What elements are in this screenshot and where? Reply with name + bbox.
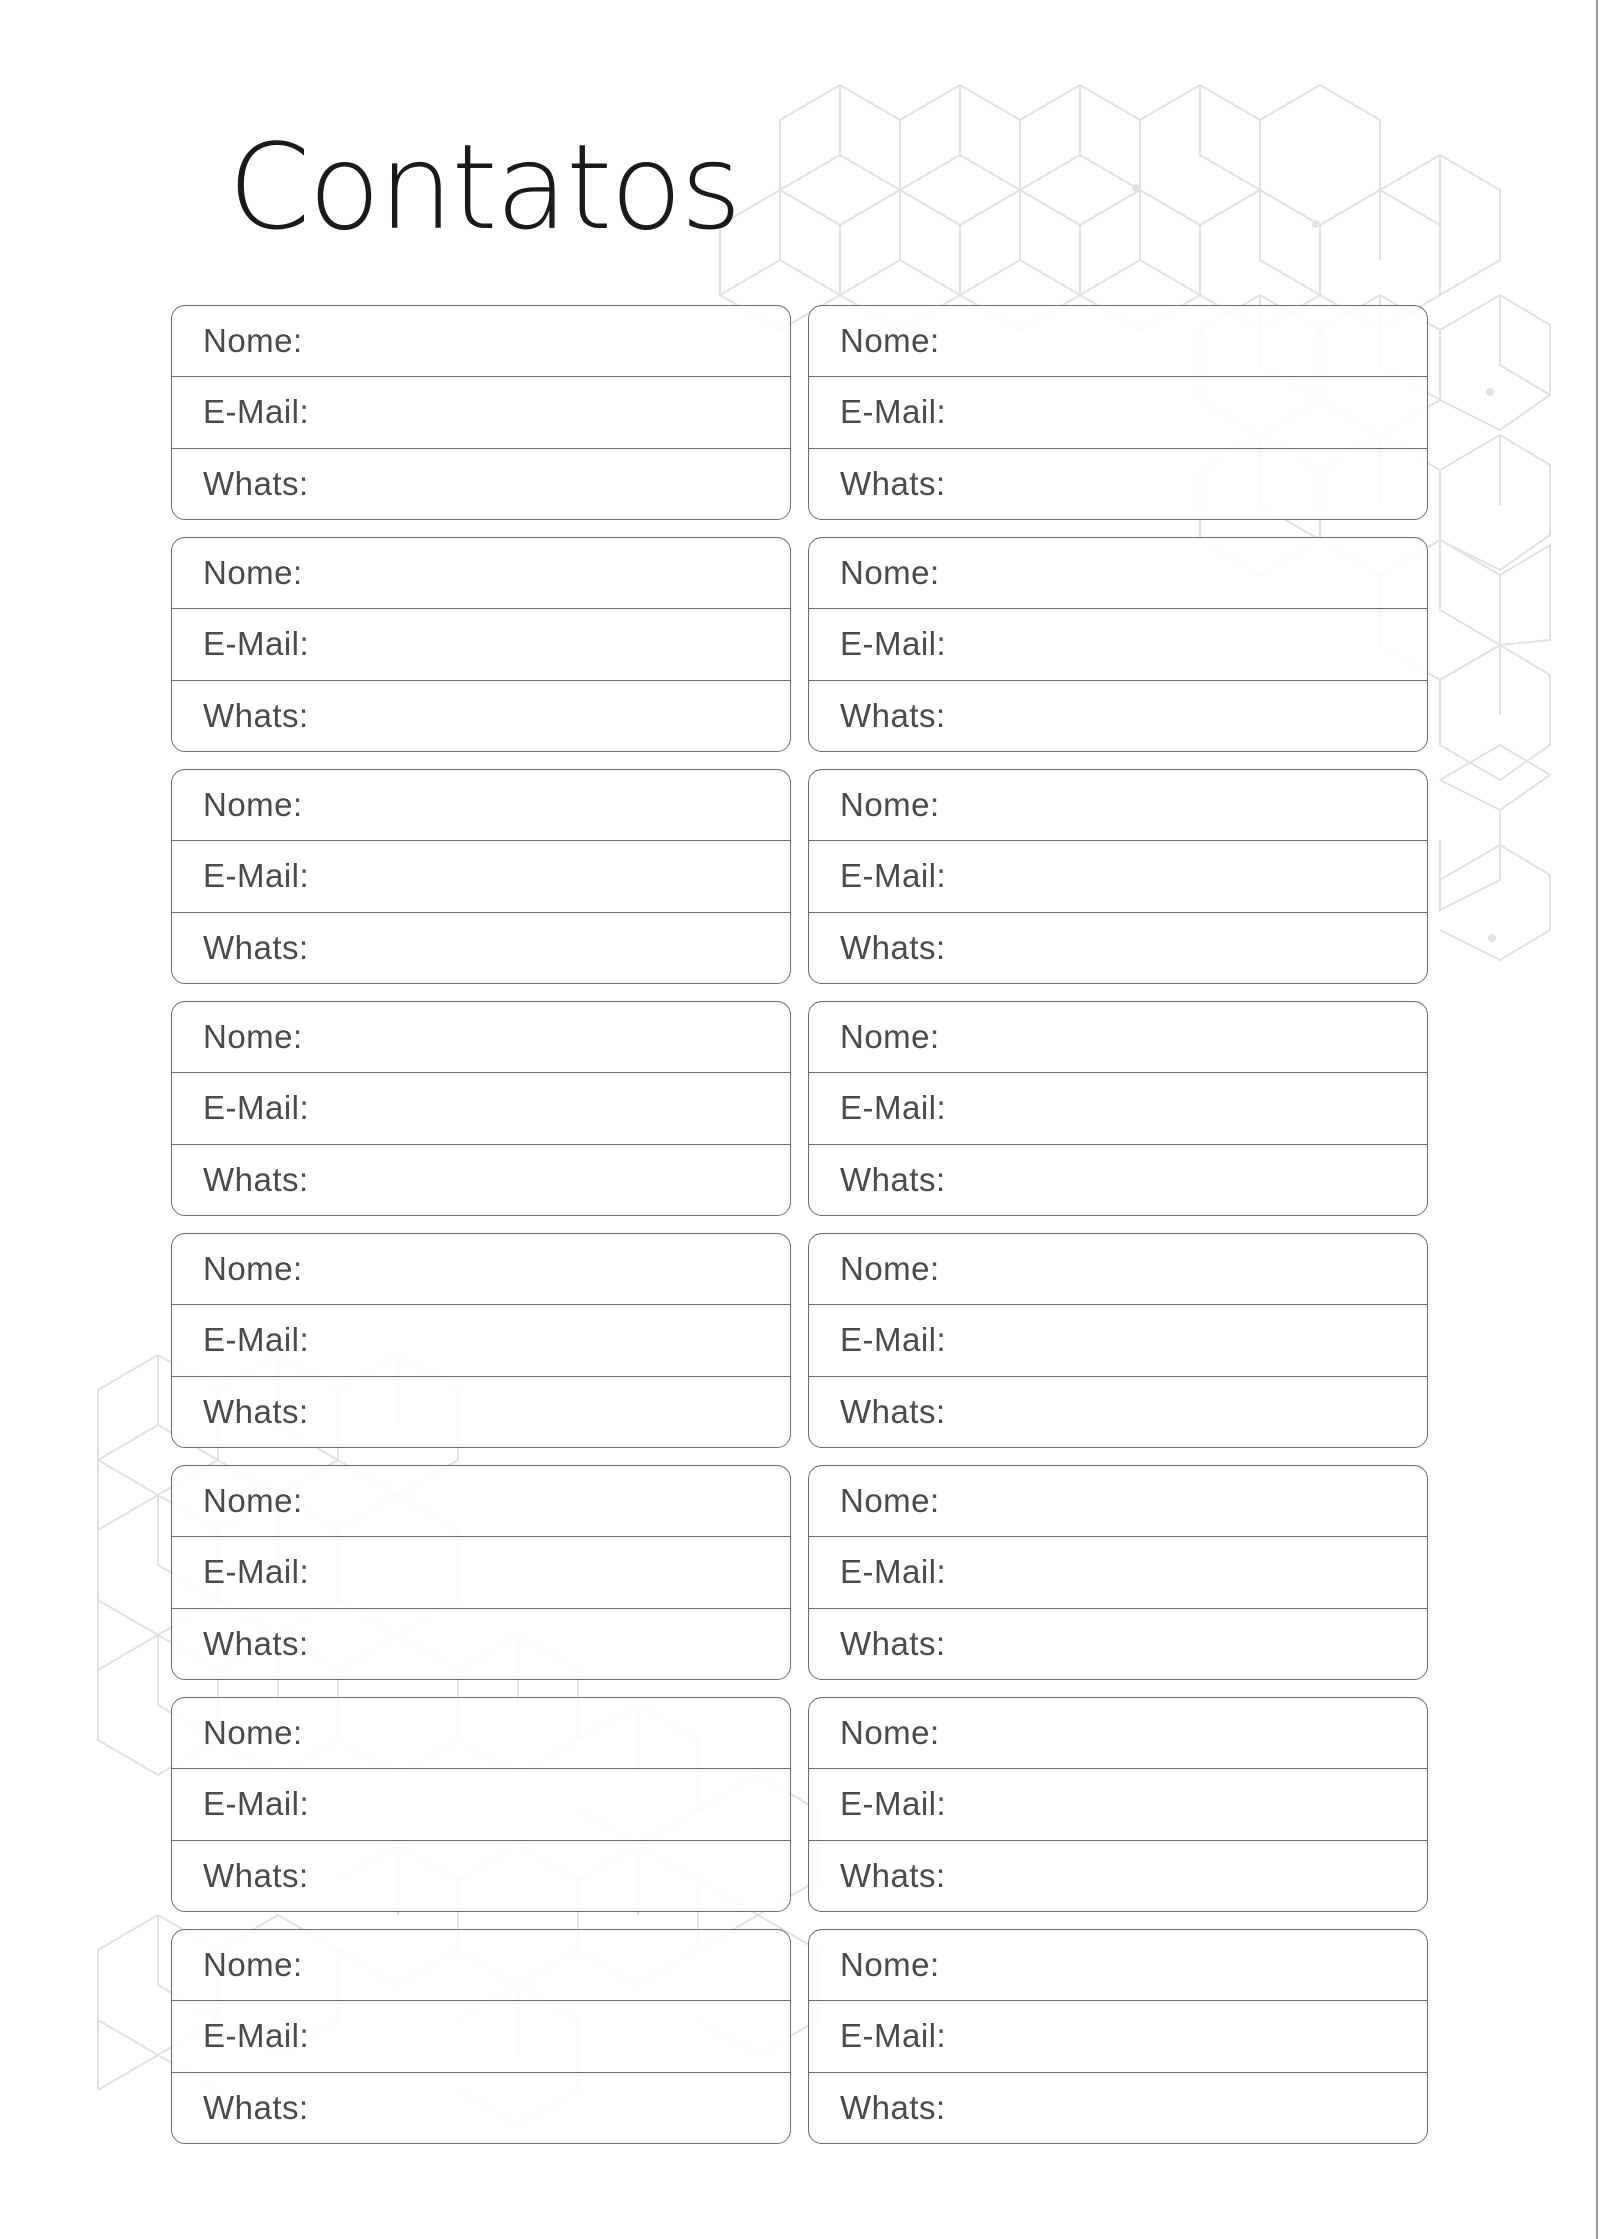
email-field[interactable]: E-Mail:	[809, 840, 1427, 911]
email-field[interactable]: E-Mail:	[172, 376, 790, 447]
contact-card	[171, 1929, 791, 2144]
name-field[interactable]: Nome:	[840, 1714, 940, 1752]
whatsapp-field[interactable]: Whats:	[172, 1376, 790, 1447]
whatsapp-field[interactable]: Whats:	[172, 1840, 790, 1911]
name-field[interactable]: Nome:	[203, 1946, 303, 1984]
name-field[interactable]: Nome:	[840, 322, 940, 360]
email-field[interactable]: E-Mail:	[809, 1304, 1427, 1375]
name-field[interactable]: Nome:	[203, 554, 303, 592]
whatsapp-field[interactable]: Whats:	[172, 448, 790, 519]
whatsapp-field[interactable]: Whats:	[809, 680, 1427, 751]
email-field[interactable]: E-Mail:	[172, 840, 790, 911]
whatsapp-field[interactable]: Whats:	[809, 1608, 1427, 1679]
email-field[interactable]: E-Mail:	[172, 2000, 790, 2071]
page-title: Contatos	[228, 118, 740, 256]
email-field[interactable]: E-Mail:	[809, 376, 1427, 447]
contact-card	[808, 769, 1428, 984]
whatsapp-field[interactable]: Whats:	[172, 2072, 790, 2143]
contact-card	[808, 1929, 1428, 2144]
whatsapp-field[interactable]: Whats:	[809, 1376, 1427, 1447]
name-field[interactable]: Nome:	[840, 1018, 940, 1056]
contact-card	[808, 1233, 1428, 1448]
email-field[interactable]: E-Mail:	[809, 2000, 1427, 2071]
email-field[interactable]: E-Mail:	[172, 1304, 790, 1375]
email-field[interactable]: E-Mail:	[809, 1536, 1427, 1607]
whatsapp-field[interactable]: Whats:	[172, 680, 790, 751]
contact-card	[171, 769, 791, 984]
whatsapp-field[interactable]: Whats:	[809, 448, 1427, 519]
email-field[interactable]: E-Mail:	[172, 608, 790, 679]
contact-card	[171, 1233, 791, 1448]
name-field[interactable]: Nome:	[203, 322, 303, 360]
contact-card	[171, 1001, 791, 1216]
name-field[interactable]: Nome:	[203, 1714, 303, 1752]
email-field[interactable]: E-Mail:	[809, 1072, 1427, 1143]
name-field[interactable]: Nome:	[840, 1482, 940, 1520]
whatsapp-field[interactable]: Whats:	[809, 1840, 1427, 1911]
contact-card	[808, 1697, 1428, 1912]
name-field[interactable]: Nome:	[840, 786, 940, 824]
contacts-grid	[171, 305, 1428, 2144]
email-field[interactable]: E-Mail:	[172, 1536, 790, 1607]
contact-card	[171, 537, 791, 752]
name-field[interactable]: Nome:	[840, 554, 940, 592]
whatsapp-field[interactable]: Whats:	[172, 1144, 790, 1215]
whatsapp-field[interactable]: Whats:	[172, 912, 790, 983]
whatsapp-field[interactable]: Whats:	[172, 1608, 790, 1679]
name-field[interactable]: Nome:	[203, 1482, 303, 1520]
contact-card	[171, 1465, 791, 1680]
whatsapp-field[interactable]: Whats:	[809, 912, 1427, 983]
name-field[interactable]: Nome:	[203, 786, 303, 824]
email-field[interactable]: E-Mail:	[172, 1072, 790, 1143]
contact-card	[171, 305, 791, 520]
whatsapp-field[interactable]: Whats:	[809, 1144, 1427, 1215]
name-field[interactable]: Nome:	[203, 1250, 303, 1288]
contact-card	[808, 1465, 1428, 1680]
name-field[interactable]: Nome:	[203, 1018, 303, 1056]
whatsapp-field[interactable]: Whats:	[809, 2072, 1427, 2143]
contact-card	[171, 1697, 791, 1912]
name-field[interactable]: Nome:	[840, 1946, 940, 1984]
page-edge-divider	[1596, 0, 1598, 2239]
contact-card	[808, 1001, 1428, 1216]
name-field[interactable]: Nome:	[840, 1250, 940, 1288]
email-field[interactable]: E-Mail:	[809, 1768, 1427, 1839]
contact-card	[808, 537, 1428, 752]
email-field[interactable]: E-Mail:	[809, 608, 1427, 679]
contact-card	[808, 305, 1428, 520]
email-field[interactable]: E-Mail:	[172, 1768, 790, 1839]
